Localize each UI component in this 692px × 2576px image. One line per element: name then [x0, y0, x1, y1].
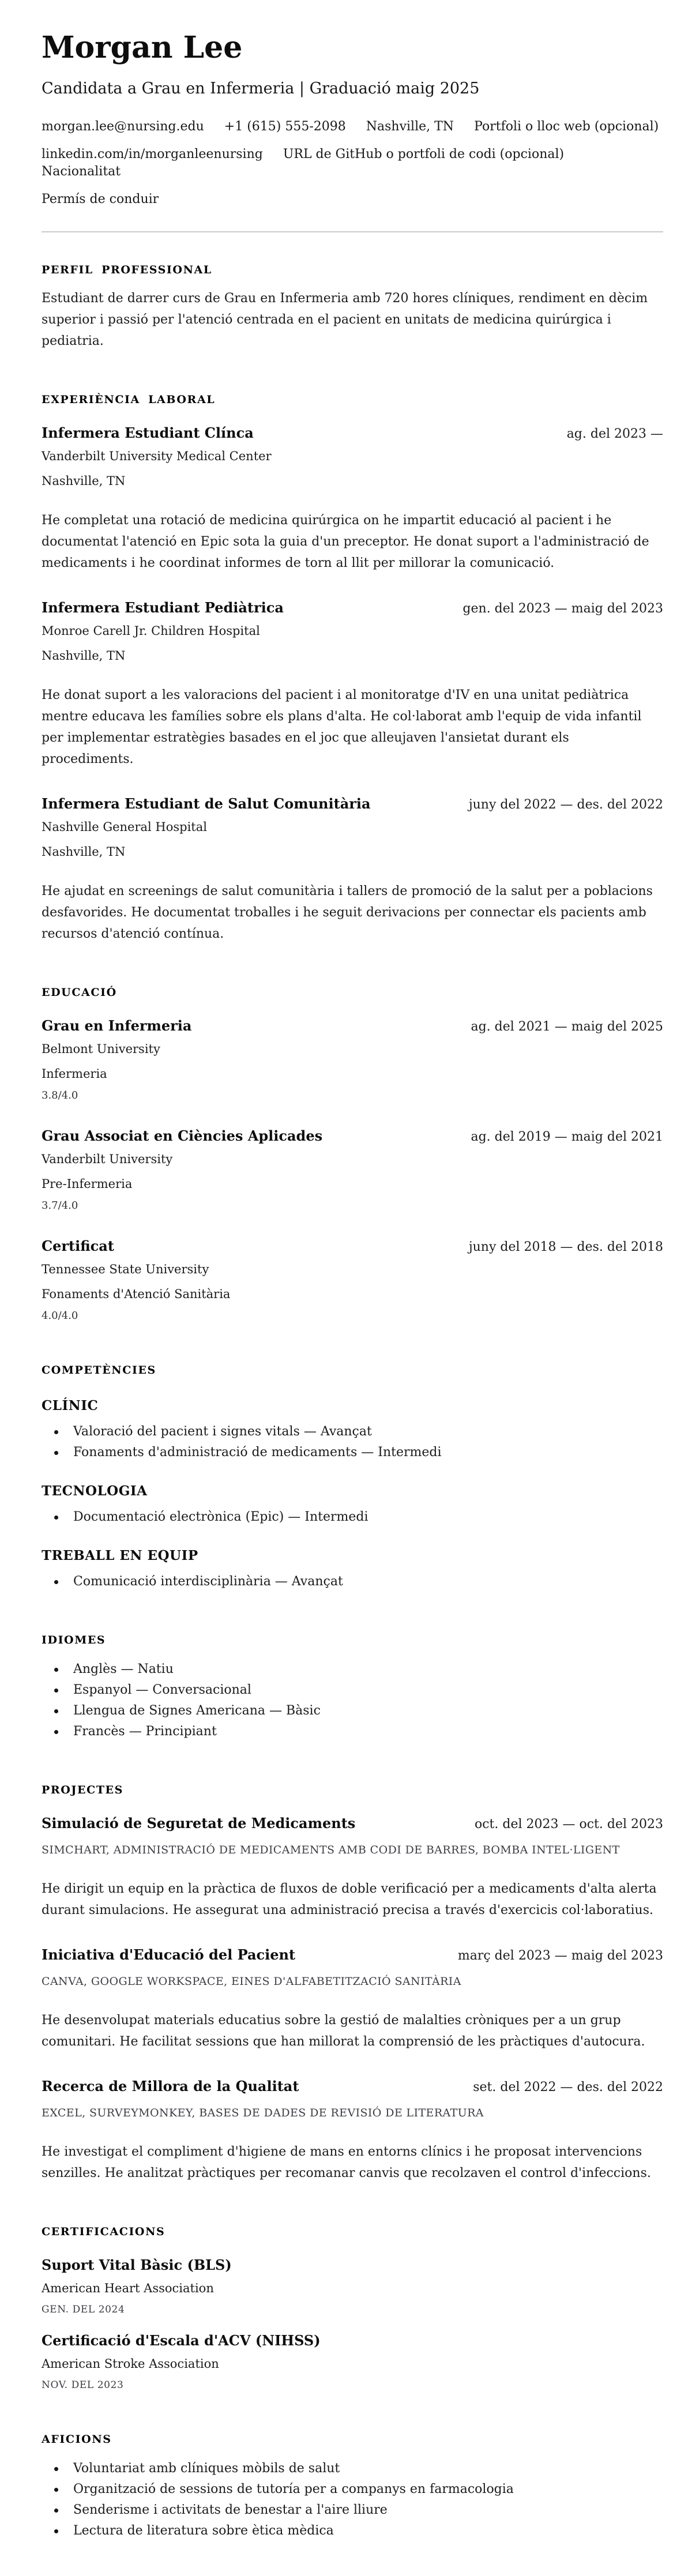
job-entry-head: [42, 795, 663, 814]
job-dates: juny del 2022 — des. del 2022: [468, 798, 663, 813]
language-item: Francès — Principiant: [42, 1721, 663, 1742]
degree-title: Grau Associat en Ciències Aplicades: [42, 1127, 323, 1145]
project-description: He investigat el compliment d'higiene de mans en entorns clínics i he proposat intervencions senzilles. He analitzat pràctiques per recomanar canvis que recolzaven el control d'infeccions.: [42, 2145, 651, 2181]
contact-driving-license: Permís de conduir: [42, 192, 159, 207]
header-divider: [42, 231, 663, 232]
contact-nationality: Nacionalitat: [42, 164, 121, 179]
certification-issuer: American Heart Association: [42, 2281, 214, 2296]
project-description: He dirigit un equip en la pràctica de fluxos de doble verificació per a medicaments d'alta alerta durant simulacions. He assegurat una administració precisa a través d'exercicis col·laboratius.: [42, 1882, 657, 1918]
skill-item: Valoració del pacient i signes vitals — Avançat: [42, 1421, 663, 1442]
job-dates: ag. del 2023 —: [566, 427, 663, 442]
school-name: Vanderbilt University: [42, 1152, 173, 1167]
job-entry: [42, 424, 663, 574]
school-name: Belmont University: [42, 1042, 160, 1056]
profile-heading: PERFIL PROFESSIONAL: [42, 264, 212, 277]
skill-item: Comunicació interdisciplinària — Avançat: [42, 1571, 663, 1592]
section-hobbies: [42, 2432, 663, 2541]
education-entry-head: [42, 1017, 663, 1036]
education-entry: [42, 1017, 663, 1102]
section-projects: [42, 1782, 663, 2184]
job-company: Vanderbilt University Medical Center: [42, 449, 272, 464]
project-entry-head: [42, 1946, 663, 1965]
project-description: He desenvolupat materials educatius sobre la gestió de malalties cròniques per a un grup comunitari. He facilitat sessions que han millorat la comprensió de les pràctiques d'autocura.: [42, 2013, 645, 2049]
skill-list: [42, 1421, 663, 1463]
skill-group-title: CLÍNIC: [42, 1398, 99, 1414]
field-of-study: Fonaments d'Atenció Sanitària: [42, 1287, 231, 1302]
project-title: Simulació de Seguretat de Medicaments: [42, 1815, 356, 1832]
hobbies-heading: AFICIONS: [42, 2433, 112, 2446]
project-dates: març del 2023 — maig del 2023: [457, 1949, 663, 1964]
skill-group: [42, 1483, 663, 1528]
education-dates: ag. del 2021 — maig del 2025: [471, 1020, 663, 1035]
gpa-value: 4.0/4.0: [42, 1310, 78, 1322]
certification-entry: [42, 2332, 663, 2391]
project-entry: [42, 1946, 663, 2052]
education-entry-head: [42, 1238, 663, 1256]
job-company: Nashville General Hospital: [42, 820, 207, 834]
skill-list: [42, 1507, 663, 1528]
skill-group-title: TREBALL EN EQUIP: [42, 1548, 198, 1564]
education-entry-head: [42, 1127, 663, 1146]
project-dates: oct. del 2023 — oct. del 2023: [474, 1817, 663, 1832]
section-certifications: [42, 2224, 663, 2391]
language-list: [42, 1659, 663, 1742]
school-name: Tennessee State University: [42, 1262, 209, 1277]
experience-heading: EXPERIÈNCIA LABORAL: [42, 393, 216, 407]
hobby-item: Voluntariat amb clíniques mòbils de salut: [42, 2458, 663, 2479]
job-title: Infermera Estudiant de Salut Comunitària: [42, 795, 371, 813]
job-title: Infermera Estudiant Pediàtrica: [42, 599, 284, 616]
field-of-study: Infermeria: [42, 1067, 107, 1081]
job-location: Nashville, TN: [42, 649, 126, 663]
candidate-tagline: Candidata a Grau en Infermeria | Graduació maig 2025: [42, 80, 480, 98]
contact-email: morgan.lee@nursing.edu: [42, 119, 204, 134]
degree-title: Grau en Infermeria: [42, 1017, 192, 1035]
job-description: He ajudat en screenings de salut comunitària i tallers de promoció de la salut per a poblacions desfavorides. He documentat troballes i he seguit derivacions per connectar els pacients amb recursos d'atenció contínua.: [42, 884, 653, 942]
language-item: Espanyol — Conversacional: [42, 1680, 663, 1701]
contact-phone: +1 (615) 555-2098: [224, 119, 346, 134]
contact-row: [42, 146, 663, 180]
job-location: Nashville, TN: [42, 474, 126, 488]
profile-text: Estudiant de darrer curs de Grau en Infermeria amb 720 hores clíniques, rendiment en dècim superior i passió per l'atenció centrada en el pacient en unitats de medicina quirúrgica i pediatria.: [42, 291, 648, 349]
hobby-list: [42, 2458, 663, 2541]
project-entry: [42, 2078, 663, 2184]
gpa-value: 3.8/4.0: [42, 1089, 78, 1102]
certification-name: Certificació d'Escala d'ACV (NIHSS): [42, 2332, 321, 2349]
project-entry-head: [42, 2078, 663, 2096]
contact-info: [42, 118, 663, 208]
contact-row: [42, 191, 663, 208]
job-title: Infermera Estudiant Clínca: [42, 424, 254, 442]
education-entry: [42, 1127, 663, 1212]
job-description: He completat una rotació de medicina quirúrgica on he impartit educació al pacient i he documentat l'atenció en Epic sota la guia d'un preceptor. He donat suport a l'administració de medicaments i he coordinat informes de torn al llit per millorar la comunicació.: [42, 513, 649, 571]
skill-group: [42, 1547, 663, 1592]
job-description: He donat suport a les valoracions del pacient i al monitoratge d'IV en una unitat pediàtrica mentre educava les famílies sobre els plans d'alta. He col·laborat amb l'equip de vida infantil per implementar estratègies basades en el joc que alleujaven l'ansietat durant els procediments.: [42, 688, 642, 767]
language-item: Anglès — Natiu: [42, 1659, 663, 1680]
project-tools: CANVA, GOOGLE WORKSPACE, EINES D'ALFABETITZACIÓ SANITÀRIA: [42, 1975, 461, 1988]
skill-group-title: TECNOLOGIA: [42, 1483, 148, 1499]
contact-portfolio: Portfoli o lloc web (opcional): [474, 119, 659, 134]
section-profile: [42, 262, 663, 352]
job-location: Nashville, TN: [42, 845, 126, 859]
language-item: Llengua de Signes Americana — Bàsic: [42, 1701, 663, 1721]
project-title: Recerca de Millora de la Qualitat: [42, 2078, 299, 2095]
resume-header: [42, 30, 663, 232]
education-entry: [42, 1238, 663, 1322]
job-entry: [42, 599, 663, 770]
certification-issuer: American Stroke Association: [42, 2357, 219, 2371]
section-languages: [42, 1633, 663, 1742]
job-entry-head: [42, 424, 663, 443]
project-entry: [42, 1815, 663, 1921]
section-education: [42, 985, 663, 1322]
hobby-item: Organització de sessions de tutoría per a companys en farmacologia: [42, 2479, 663, 2500]
contact-github: URL de GitHub o portfoli de codi (opcional): [283, 147, 565, 162]
projects-heading: PROJECTES: [42, 1784, 123, 1797]
languages-heading: IDIOMES: [42, 1634, 106, 1647]
skill-list: [42, 1571, 663, 1592]
project-tools: EXCEL, SURVEYMONKEY, BASES DE DADES DE REVISIÓ DE LITERATURA: [42, 2107, 484, 2120]
certification-date: GEN. DEL 2024: [42, 2304, 125, 2316]
certification-date: NOV. DEL 2023: [42, 2379, 124, 2391]
contact-row: [42, 118, 663, 136]
contact-location: Nashville, TN: [366, 119, 454, 134]
contact-linkedin: linkedin.com/in/morganleenursing: [42, 147, 263, 162]
job-entry-head: [42, 599, 663, 618]
project-entry-head: [42, 1815, 663, 1833]
skills-heading: COMPETÈNCIES: [42, 1364, 156, 1377]
job-entry: [42, 795, 663, 945]
education-dates: juny del 2018 — des. del 2018: [468, 1240, 663, 1255]
project-tools: SIMCHART, ADMINISTRACIÓ DE MEDICAMENTS AMB CODI DE BARRES, BOMBA INTEL·LIGENT: [42, 1844, 620, 1857]
skill-item: Documentació electrònica (Epic) — Intermedi: [42, 1507, 663, 1528]
hobby-item: Lectura de literatura sobre ètica mèdica: [42, 2521, 663, 2541]
field-of-study: Pre-Infermeria: [42, 1177, 133, 1191]
job-dates: gen. del 2023 — maig del 2023: [462, 601, 663, 616]
skill-item: Fonaments d'administració de medicaments — Intermedi: [42, 1442, 663, 1463]
education-heading: EDUCACIÓ: [42, 986, 117, 999]
project-title: Iniciativa d'Educació del Pacient: [42, 1946, 296, 1964]
candidate-name: Morgan Lee: [42, 30, 243, 65]
section-experience: [42, 392, 663, 945]
job-company: Monroe Carell Jr. Children Hospital: [42, 624, 260, 638]
gpa-value: 3.7/4.0: [42, 1199, 78, 1212]
project-dates: set. del 2022 — des. del 2022: [473, 2080, 663, 2095]
skill-group: [42, 1397, 663, 1463]
certification-name: Suport Vital Bàsic (BLS): [42, 2257, 232, 2274]
certifications-heading: CERTIFICACIONS: [42, 2225, 166, 2239]
education-dates: ag. del 2019 — maig del 2021: [471, 1130, 663, 1145]
hobby-item: Senderisme i activitats de benestar a l'aire lliure: [42, 2500, 663, 2521]
certification-entry: [42, 2257, 663, 2316]
section-skills: [42, 1363, 663, 1592]
degree-title: Certificat: [42, 1238, 114, 1255]
